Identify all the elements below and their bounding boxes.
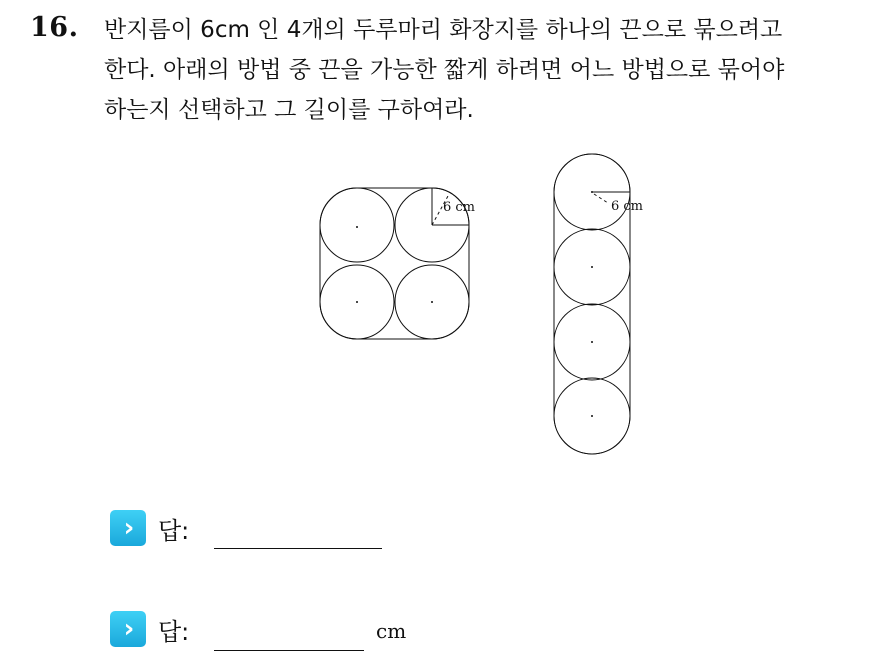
arrow-right-icon: › <box>110 611 146 647</box>
answer-row-1 <box>110 506 189 550</box>
radius-dash <box>594 194 608 203</box>
answer-label-1: 답: <box>158 516 190 545</box>
problem-line-1: 반지름이 6cm 인 4개의 두루마리 화장지를 하나의 끈으로 묶으려고 <box>104 17 783 43</box>
right-radius-label: 6 cm <box>611 199 644 214</box>
roll-circle <box>320 188 394 262</box>
circle-centers-left <box>356 226 433 303</box>
answer-label-2: 답: <box>158 617 190 646</box>
left-radius-label: 6 cm <box>443 200 476 215</box>
problem-line-3: 하는지 선택하고 그 길이를 구하여라. <box>104 97 474 123</box>
arrow-right-icon: › <box>110 510 146 546</box>
problem-number: 16. <box>30 12 79 43</box>
answer-blank-1[interactable] <box>214 548 382 549</box>
answer-row-2 <box>110 607 189 651</box>
problem-line-2: 한다. 아래의 방법 중 끈을 가능한 짧게 하려면 어느 방법으로 묶어야 <box>104 57 785 83</box>
answer-blank-2[interactable] <box>214 650 364 651</box>
answer-unit: cm <box>376 619 407 643</box>
